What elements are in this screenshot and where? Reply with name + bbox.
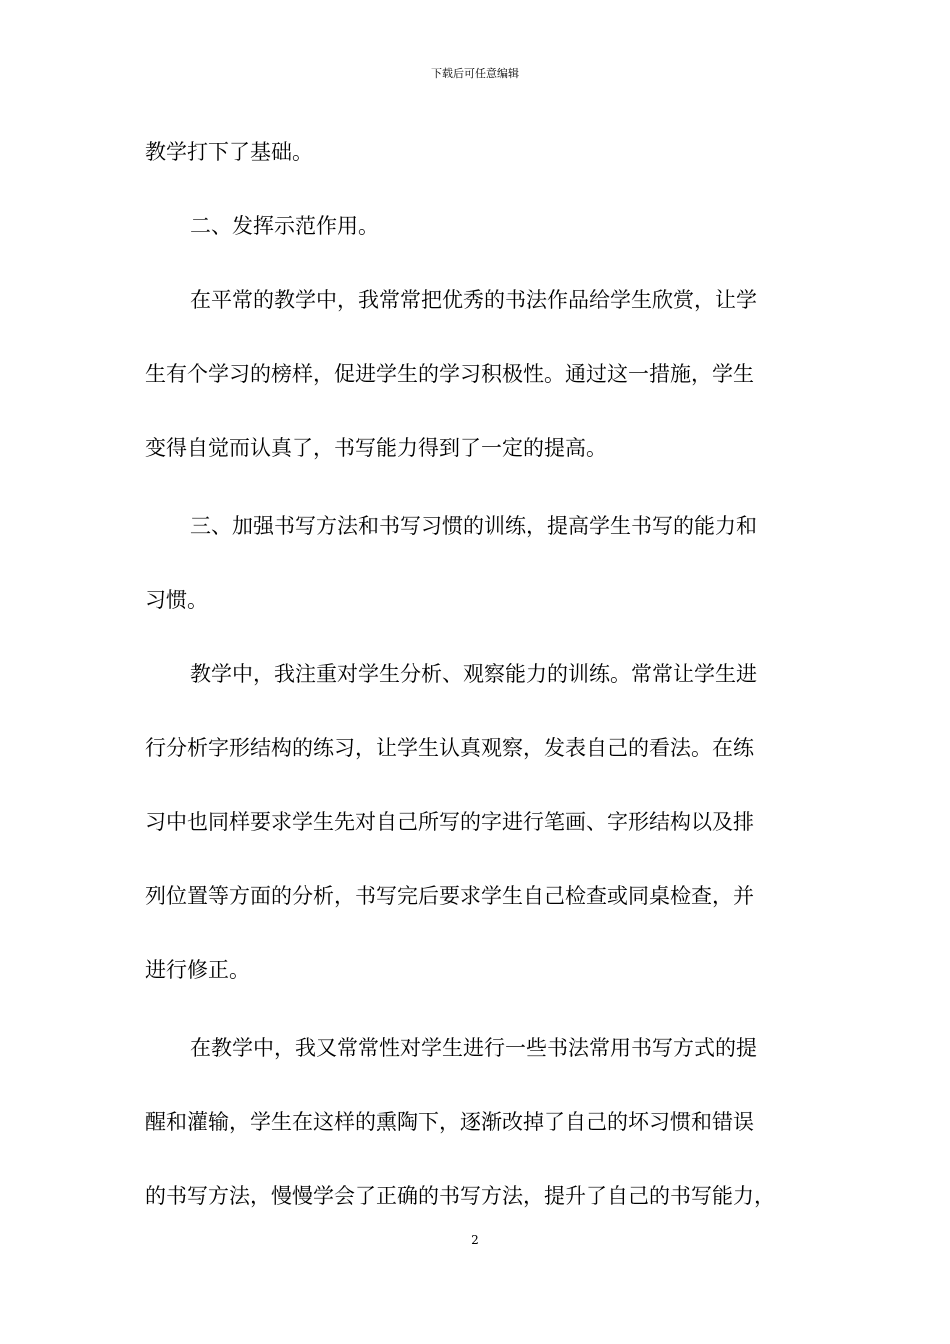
text-line-7: 习惯。 — [145, 588, 208, 612]
page-number: 2 — [471, 1233, 479, 1247]
section-heading-3: 三、加强书写方法和书写习惯的训练，提高学生书写的能力和 — [190, 514, 757, 538]
text-line-5: 变得自觉而认真了，书写能力得到了一定的提高。 — [145, 436, 607, 460]
page-header: 下载后可任意编辑 — [431, 67, 519, 80]
text-line-4: 生有个学习的榜样，促进学生的学习积极性。通过这一措施，学生 — [145, 362, 754, 386]
text-line-10: 习中也同样要求学生先对自己所写的字进行笔画、字形结构以及排 — [145, 810, 754, 834]
text-line-13: 在教学中，我又常常性对学生进行一些书法常用书写方式的提 — [190, 1036, 757, 1060]
text-line-3: 在平常的教学中，我常常把优秀的书法作品给学生欣赏，让学 — [190, 288, 757, 312]
section-heading-2: 二、发挥示范作用。 — [190, 214, 379, 238]
text-line-12: 进行修正。 — [145, 958, 250, 982]
text-line-14: 醒和灌输，学生在这样的熏陶下，逐渐改掉了自己的坏习惯和错误 — [145, 1110, 754, 1134]
text-line-9: 行分析字形结构的练习，让学生认真观察，发表自己的看法。在练 — [145, 736, 754, 760]
text-line-8: 教学中，我注重对学生分析、观察能力的训练。常常让学生进 — [190, 662, 757, 686]
text-line-11: 列位置等方面的分析，书写完后要求学生自己检查或同桌检查，并 — [145, 884, 754, 908]
text-line-15: 的书写方法，慢慢学会了正确的书写方法，提升了自己的书写能力， — [145, 1184, 775, 1208]
text-line-1: 教学打下了基础。 — [145, 140, 313, 164]
